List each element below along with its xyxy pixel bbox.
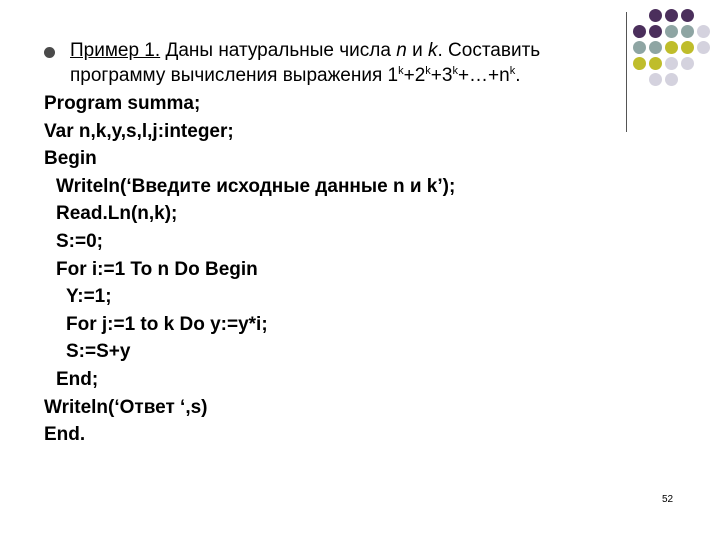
decorative-dot-grid — [633, 9, 717, 119]
var-k: k — [427, 40, 438, 61]
decorative-dot — [665, 41, 678, 54]
task-text: и — [406, 40, 428, 61]
task-text: +2 — [403, 65, 426, 86]
exponent: k — [452, 65, 458, 77]
decorative-dot — [633, 57, 646, 70]
var-n: n — [396, 40, 407, 61]
task-text: +3 — [430, 65, 453, 86]
example-label: Пример 1. — [70, 40, 161, 61]
code-line: Program summa; — [44, 93, 201, 114]
decorative-dot — [681, 57, 694, 70]
task-description — [70, 38, 540, 88]
task-line-2 — [70, 63, 540, 88]
program-code — [44, 90, 455, 449]
decorative-dot — [665, 57, 678, 70]
code-line: Writeln(‘Введите исходные данные n и k’); — [56, 175, 456, 197]
exponent: k — [425, 65, 431, 77]
decorative-dot — [681, 9, 694, 22]
code-line: Begin — [44, 148, 97, 170]
bullet-icon — [44, 47, 55, 58]
decorative-dot — [697, 25, 710, 38]
decorative-vertical-line — [626, 12, 627, 132]
decorative-dot — [697, 41, 710, 54]
decorative-dot — [649, 57, 662, 70]
code-line: Read.Ln(n,k); — [56, 203, 178, 225]
decorative-dot — [665, 9, 678, 22]
page-number: 52 — [662, 494, 674, 505]
task-text: программу вычисления выражения 1 — [70, 65, 399, 86]
task-text: . — [515, 65, 521, 86]
code-line: S:=0; — [56, 230, 103, 252]
code-line: S:=S+y — [66, 341, 131, 363]
decorative-dot — [649, 41, 662, 54]
decorative-dot — [681, 25, 694, 38]
decorative-dot — [649, 25, 662, 38]
code-line: For i:=1 To n Do Begin — [56, 258, 258, 280]
code-line: Var n,k,y,s,l,j:integer; — [44, 120, 234, 142]
task-line-1 — [70, 38, 540, 63]
decorative-dot — [633, 41, 646, 54]
decorative-dot — [649, 73, 662, 86]
task-text: Даны натуральные числа — [160, 40, 397, 61]
code-line: Y:=1; — [66, 286, 112, 308]
decorative-dot — [649, 9, 662, 22]
code-line: End. — [44, 424, 86, 446]
code-line: For j:=1 to k Do y:=y*i; — [66, 313, 268, 335]
exponent: k — [398, 65, 404, 77]
decorative-dot — [633, 25, 646, 38]
task-text: . Составить — [437, 40, 541, 61]
code-line: End; — [56, 368, 99, 390]
task-text: +…+n — [457, 65, 510, 86]
decorative-dot — [665, 25, 678, 38]
code-line: Writeln(‘Ответ ‘,s) — [44, 396, 208, 418]
decorative-dot — [665, 73, 678, 86]
exponent: k — [509, 65, 516, 77]
decorative-dot — [681, 41, 694, 54]
